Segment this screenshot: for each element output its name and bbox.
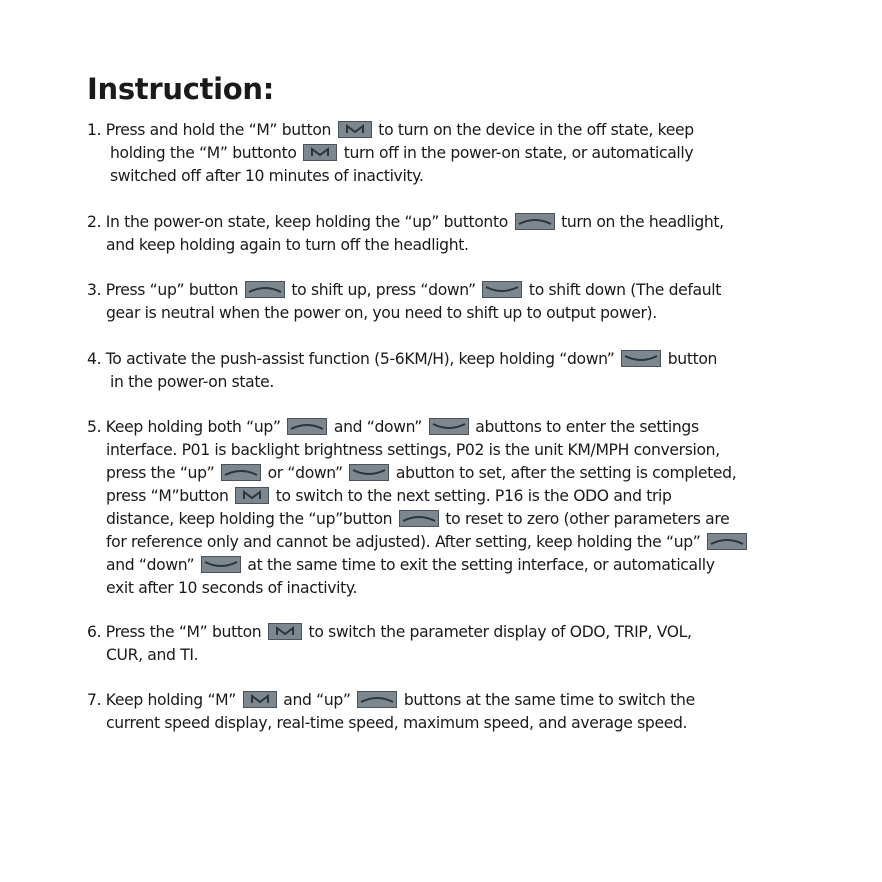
instruction-text: 2. In the power-on state, keep holding the “up” buttonto — [87, 213, 513, 231]
instruction-text: to turn on the device in the off state, keep — [373, 121, 694, 139]
instruction-text: exit after 10 seconds of inactivity. — [106, 579, 358, 597]
instruction-text: to switch the parameter display of ODO, TRIP, VOL, — [303, 623, 692, 641]
instruction-text: abutton to set, after the setting is completed, — [391, 464, 737, 482]
instruction-line — [87, 508, 822, 531]
instruction-line — [87, 485, 822, 508]
instruction-text: and keep holding again to turn off the headlight. — [106, 236, 469, 254]
instruction-text: switched off after 10 minutes of inactivity. — [110, 167, 424, 185]
instruction-text: 6. Press the “M” button — [87, 623, 266, 641]
up-button-icon — [707, 533, 747, 550]
instruction-line — [87, 712, 822, 735]
instruction-text: holding the “M” buttonto — [110, 144, 302, 162]
instruction-line — [87, 531, 822, 554]
instruction-item — [87, 348, 822, 394]
instruction-item — [87, 279, 822, 325]
instruction-text: or “down” — [262, 464, 348, 482]
up-button-icon — [245, 281, 285, 298]
instruction-text: 3. Press “up” button — [87, 281, 243, 299]
up-button-icon — [399, 510, 439, 527]
instruction-item — [87, 621, 822, 667]
instruction-text: press the “up” — [106, 464, 219, 482]
m-button-icon — [235, 487, 269, 504]
instruction-item — [87, 416, 822, 600]
down-button-icon — [482, 281, 522, 298]
down-button-icon — [349, 464, 389, 481]
instruction-text: to switch to the next setting. P16 is the ODO and trip — [271, 487, 672, 505]
instruction-line — [87, 621, 822, 644]
instruction-text: abuttons to enter the settings — [470, 418, 699, 436]
instruction-line — [87, 302, 822, 325]
instruction-text: in the power-on state. — [110, 373, 274, 391]
instruction-text: at the same time to exit the setting interface, or automatically — [242, 556, 715, 574]
instruction-text: interface. P01 is backlight brightness settings, P02 is the unit KM/MPH conversion, — [106, 441, 720, 459]
instruction-text: current speed display, real-time speed, maximum speed, and average speed. — [106, 714, 688, 732]
instruction-line — [87, 371, 822, 394]
page-title: Instruction: — [87, 72, 275, 106]
instruction-line — [87, 142, 822, 165]
instruction-text: buttons at the same time to switch the — [399, 691, 695, 709]
instruction-line — [87, 279, 822, 302]
instruction-text: 5. Keep holding both “up” — [87, 418, 286, 436]
instruction-line — [87, 577, 822, 600]
instruction-text: to reset to zero (other parameters are — [440, 510, 730, 528]
instruction-text: CUR, and TI. — [106, 646, 199, 664]
m-button-icon — [243, 691, 277, 708]
instruction-line — [87, 462, 822, 485]
down-button-icon — [201, 556, 241, 573]
down-button-icon — [621, 350, 661, 367]
instruction-line — [87, 554, 822, 577]
instruction-item — [87, 689, 822, 735]
instruction-text: and “down” — [329, 418, 427, 436]
instruction-line — [87, 689, 822, 712]
instruction-text: button — [663, 350, 718, 368]
instruction-line — [87, 165, 822, 188]
up-button-icon — [515, 213, 555, 230]
up-button-icon — [357, 691, 397, 708]
instruction-text: distance, keep holding the “up”button — [106, 510, 397, 528]
down-button-icon — [429, 418, 469, 435]
instruction-text: turn on the headlight, — [556, 213, 724, 231]
up-button-icon — [287, 418, 327, 435]
instruction-line — [87, 439, 822, 462]
instruction-item — [87, 119, 822, 188]
instruction-line — [87, 234, 822, 257]
instruction-text: to shift up, press “down” — [286, 281, 481, 299]
instruction-text: and “down” — [106, 556, 199, 574]
instruction-line — [87, 211, 822, 234]
instruction-text: 4. To activate the push-assist function (5-6KM/H), keep holding “down” — [87, 350, 620, 368]
instruction-text: 1. Press and hold the “M” button — [87, 121, 336, 139]
instruction-text: press “M”button — [106, 487, 234, 505]
instruction-item — [87, 211, 822, 257]
instruction-line — [87, 416, 822, 439]
up-button-icon — [221, 464, 261, 481]
instruction-text: gear is neutral when the power on, you need to shift up to output power). — [106, 304, 657, 322]
instruction-text: for reference only and cannot be adjusted). After setting, keep holding the “up” — [106, 533, 706, 551]
instruction-text: to shift down (The default — [524, 281, 722, 299]
instruction-line — [87, 644, 822, 667]
m-button-icon — [338, 121, 372, 138]
instruction-text: 7. Keep holding “M” — [87, 691, 241, 709]
instruction-text: and “up” — [278, 691, 356, 709]
m-button-icon — [268, 623, 302, 640]
instruction-text: turn off in the power-on state, or automatically — [339, 144, 694, 162]
m-button-icon — [303, 144, 337, 161]
instruction-line — [87, 348, 822, 371]
instruction-line — [87, 119, 822, 142]
